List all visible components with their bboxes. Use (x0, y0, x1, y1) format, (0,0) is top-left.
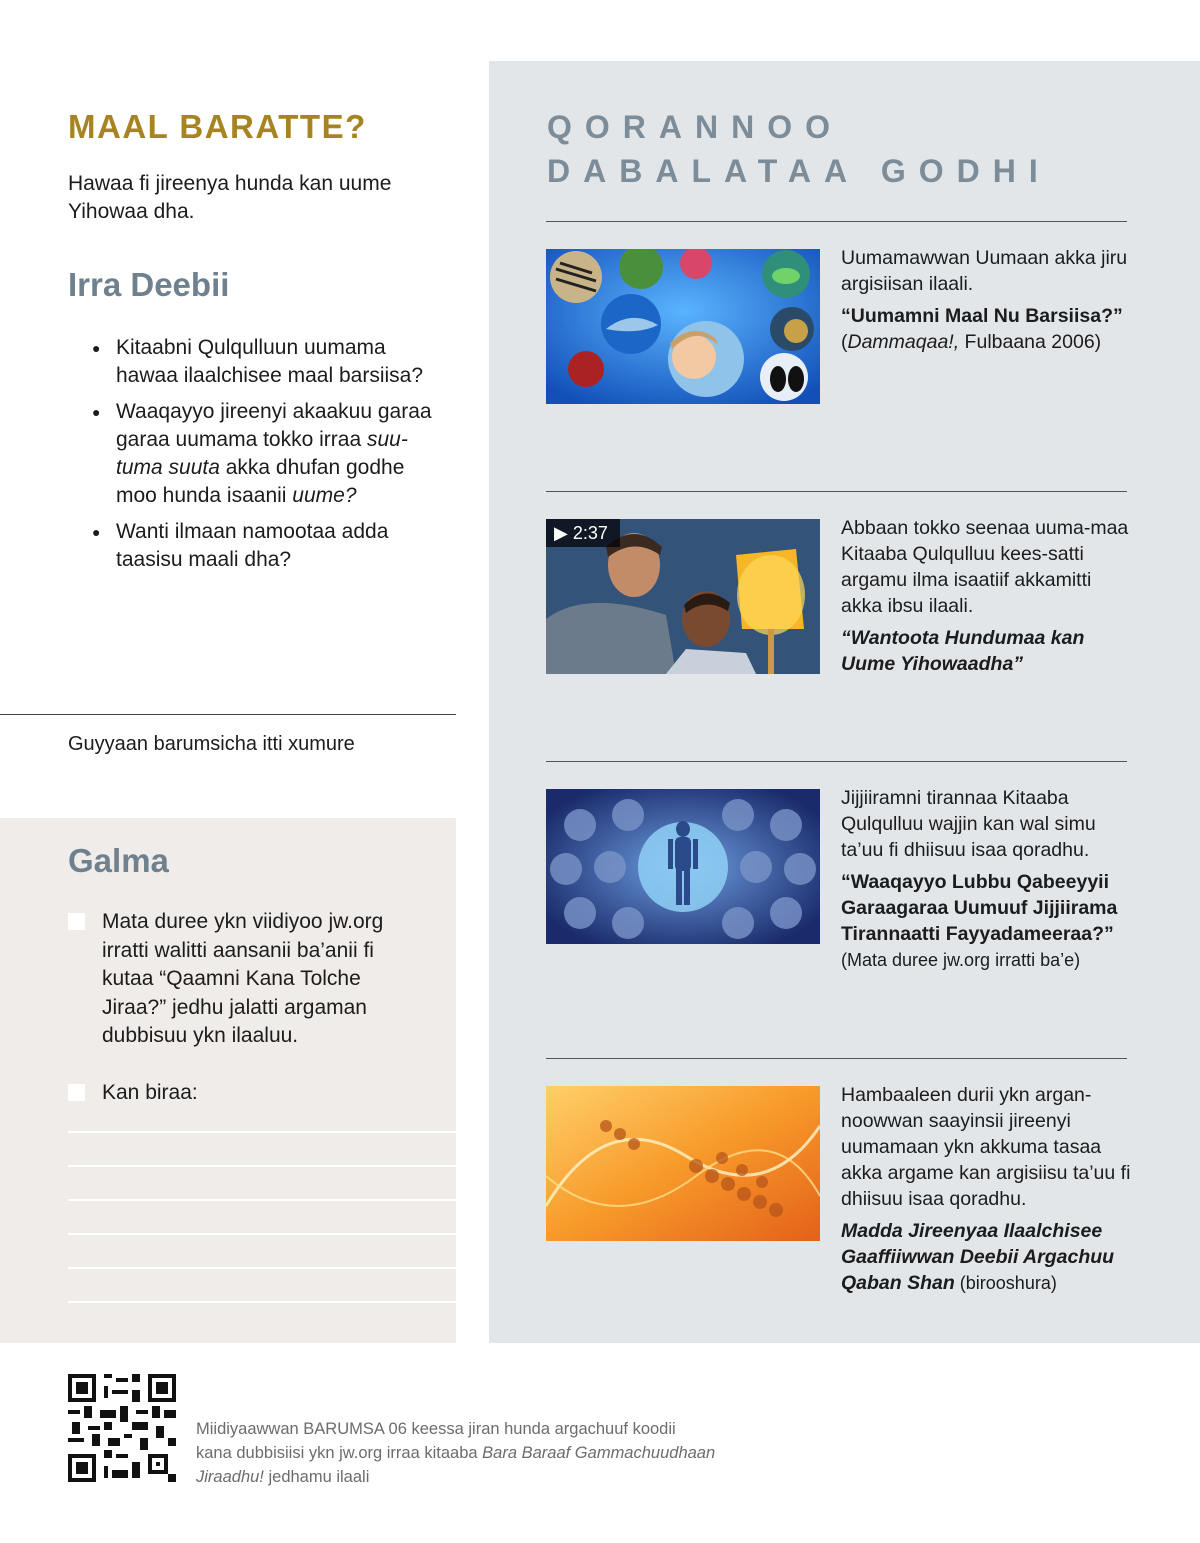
divider (546, 761, 1127, 762)
intro-text: Hawaa fi jireenya hunda kan uume Yihowaa dha. (68, 172, 392, 223)
write-line[interactable] (68, 1301, 456, 1303)
item-source: (Mata duree jw.org irratti ba’e) (841, 950, 1081, 970)
question-item: ● Waaqayyo jireenyi akaakuu garaa garaa uumama tokko irraa suu-tuma suuta akka dhufan godhe moo hunda isaanii uume? (90, 398, 450, 510)
write-line[interactable] (68, 1131, 456, 1133)
thumbnail-evolution-diagram[interactable] (546, 789, 820, 944)
goal-item (68, 908, 428, 1051)
item-description: Uumamawwan Uumaan akka jiru argisiisan ilaali. (841, 247, 1128, 295)
item-title[interactable]: “Uumamni Maal Nu Barsiisa?” (841, 305, 1123, 327)
section-heading-qorannoo: QORANNOO DABALATAA GODHI (547, 109, 1051, 189)
divider (546, 221, 1127, 222)
goal-text: Kan biraa: (102, 1081, 198, 1104)
section-heading-maal-baratte: MAAL BARATTE? (68, 108, 367, 145)
goal-item-other (68, 1079, 428, 1108)
item-description: Abbaan tokko seenaa uuma-maa Kitaaba Qulqulluu kees-satti argamu ilma isaatiif akkamitti akka ibsu ilaali. (841, 517, 1129, 617)
divider (0, 714, 456, 715)
goal-checkbox[interactable] (68, 913, 85, 930)
video-thumbnail[interactable] (546, 519, 820, 674)
item-description: Jijjiiramni tirannaa Kitaaba Qulqulluu wajjin kan wal simu ta’uu fi dhiisuu isaa qoradhu. (841, 787, 1096, 861)
write-line[interactable] (68, 1233, 456, 1235)
qr-code[interactable] (68, 1374, 176, 1482)
question-item: ● Wanti ilmaan namootaa adda taasisu maali dha? (90, 518, 450, 574)
goal-text: Mata duree ykn viidiyoo jw.org irratti walitti aansanii ba’anii fi kutaa “Qaamni Kana Tolche Jiraa?” jedhu jalatti argaman dubbisuu ykn ilaaluu. (102, 910, 384, 1047)
research-item (841, 245, 1131, 355)
video-duration-badge: ▶ 2:37 (546, 519, 620, 547)
goal-checkbox[interactable] (68, 1084, 85, 1101)
research-item (841, 515, 1131, 677)
divider (546, 1058, 1127, 1059)
write-line[interactable] (68, 1165, 456, 1167)
question-item: ● Kitaabni Qulqulluun uumama hawaa ilaalchisee maal barsiisa? (90, 334, 450, 390)
divider (546, 491, 1127, 492)
item-title[interactable]: “Wantoota Hundumaa kan Uume Yihowaadha” (841, 627, 1085, 675)
item-description: Hambaaleen durii ykn argan-noowwan saayinsii jireenyi uumamaan ykn akkuma tasaa akka argame kan argisiisu ta’uu fi dhiisuu isaa qoradhu. (841, 1084, 1131, 1210)
section-heading-irra-deebii: Irra Deebii (68, 266, 230, 303)
left-column (0, 0, 456, 1543)
item-source: (Dammaqaa!, Fulbaana 2006) (841, 331, 1102, 353)
thumbnail-creation-collage[interactable] (546, 249, 820, 404)
write-line[interactable] (68, 1267, 456, 1269)
research-item (841, 1082, 1131, 1296)
item-title[interactable]: “Waaqayyo Lubbu Qabeeyyii Garaagaraa Uumuuf Jijjiirama Tirannaatti Fayyadameeraa?” (841, 871, 1118, 945)
footer-text: Miidiyaawwan BARUMSA 06 keessa jiran hunda argachuuf koodii kana dubbisiisi ykn jw.org irraa kitaaba Bara Baraaf Gammachuudhaan Jiraadhu! jedhamu ilaali (196, 1420, 716, 1486)
write-line[interactable] (68, 1199, 456, 1201)
thumbnail-dna[interactable] (546, 1086, 820, 1241)
question-list (90, 334, 450, 582)
section-heading-galma: Galma (68, 842, 169, 879)
research-item (841, 785, 1131, 973)
completion-date-label: Guyyaan barumsicha itti xumure (68, 733, 355, 755)
item-title[interactable]: Madda Jireenyaa Ilaalchisee Gaaffiiwwan Deebii Argachuu Qaban Shan (birooshura) (841, 1220, 1115, 1294)
